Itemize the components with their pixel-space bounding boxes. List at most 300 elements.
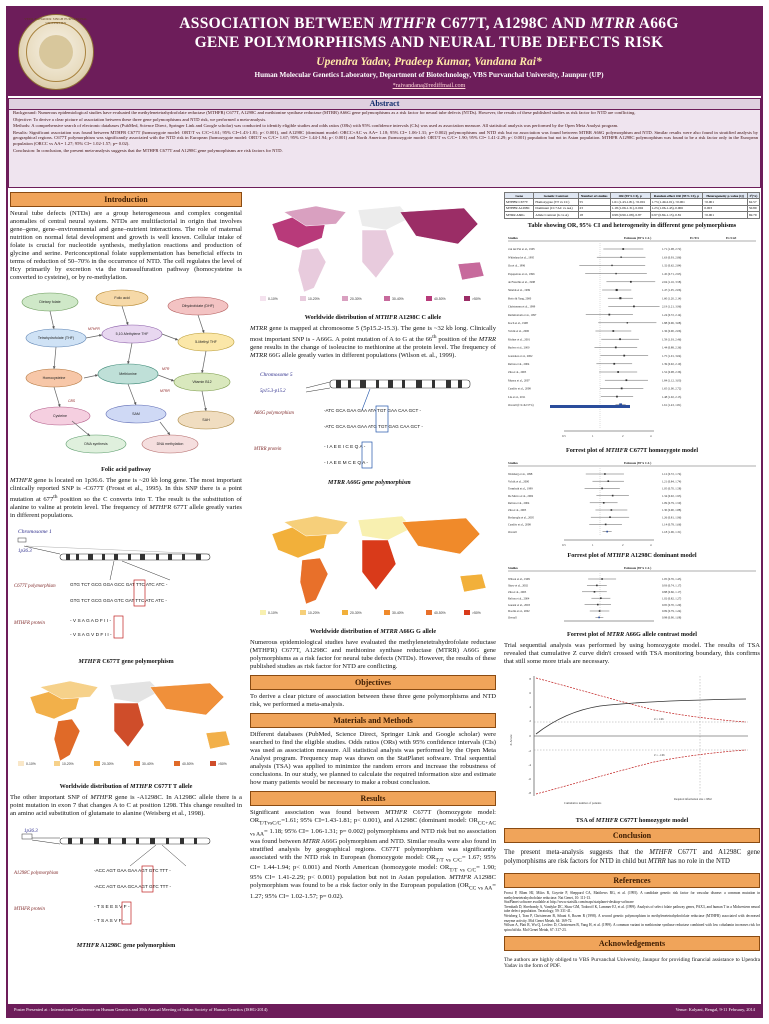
folic-pathway-svg xyxy=(10,286,242,458)
forest-estimate-value: 0.98 (0.90, 1.08) xyxy=(662,615,682,620)
forest-estimate-value: 1.14 (0.78, 1.66) xyxy=(662,522,682,527)
forest-estimate-value: 1.71 (1.08, 2.72) xyxy=(662,246,682,251)
forest-point-estimate xyxy=(633,305,635,307)
svg-text:Estimate (95% C.I.): Estimate (95% C.I.) xyxy=(624,565,652,570)
forest-estimate-value: 1.32 (0.62, 2.84) xyxy=(662,263,682,268)
svg-text:0-10%: 0-10% xyxy=(26,762,36,767)
th-i2: I²(%) xyxy=(747,193,759,199)
forest-estimate-value: 1.21 (0.84, 1.74) xyxy=(662,479,682,484)
forest-estimate-value: 1.65 (1.00, 2.72) xyxy=(662,386,682,391)
forest-study-label: Zhu et al., 2005 xyxy=(508,369,527,374)
folic-pathway-caption: Folic acid pathway xyxy=(101,466,151,473)
cell-or: 1.18 (1.06-1.31), 0.002 xyxy=(610,205,650,211)
forest-estimate-value: 1.63 (0.93, 2.86) xyxy=(662,255,682,260)
svg-text:>50%: >50% xyxy=(472,297,481,301)
introduction-paragraph-3: The other important SNP of MTHFR gene is -A1298C. In A1298C allele there is a point mutation in exon 7 that changes A to C at position 1298. This change resulted in an amino acid substitution of glutamate to alanine (Weisberg et al., 1998). xyxy=(10,794,242,818)
svg-text:Z = -1.96: Z = -1.96 xyxy=(654,753,665,757)
cell-contrast: Dominant (CC+AC vs AA) xyxy=(534,205,578,211)
forest-estimate-value: 1.84 (1.12, 3.03) xyxy=(662,378,682,383)
c677t-svg xyxy=(10,524,242,654)
cell-gene: MTHFR A1298C xyxy=(505,205,534,211)
svg-text:Folic acid: Folic acid xyxy=(114,296,130,300)
cell-random: 1.73 (1.49-2.01), <0.001 xyxy=(650,199,703,205)
svg-text:20-30%: 20-30% xyxy=(350,297,362,301)
forest-point-estimate xyxy=(598,616,600,618)
forest-estimate-value: 1.12 (0.72, 1.74) xyxy=(662,471,682,476)
forest-estimate-value: 1.34 (0.92, 1.95) xyxy=(662,493,682,498)
forest-study-label: Botto & Yang, 2000 xyxy=(508,296,532,301)
cell-or: 1.61 (1.43-1.81), <0.001 xyxy=(610,199,650,205)
objectives-text: To derive a clear picture of association between these three gene polymorphisms and NTD risk, we performed a meta-analysis. xyxy=(250,693,496,709)
svg-text:-6: -6 xyxy=(528,776,531,781)
map1-caption: Worldwide distribution of MTHFR C677T T allele xyxy=(59,783,193,791)
cell-studies: 23 xyxy=(578,205,610,211)
forest-study-label: Weisberg et al., 1998 xyxy=(508,471,533,476)
cell-studies: 18 xyxy=(578,212,610,218)
abstract-conclusion: Conclusion: In conclusion, the present meta-analysis suggests that the MTHFR C677T and A1298C gene polymorphisms are risk factors for NTD. xyxy=(13,147,283,153)
forest-estimate-value: 1.09 (0.79, 1.50) xyxy=(662,500,682,505)
forest-estimate-value: 1.30 (0.90, 1.88) xyxy=(662,507,682,512)
tsa-svg xyxy=(504,670,760,810)
forest-point-estimate xyxy=(616,395,618,397)
forest-study-label: Candito et al., 2008 xyxy=(508,386,531,391)
reference-item: Frosst P, Blom HJ, Milos R, Goyette P, Sheppard CA, Matthews RG, et al. (1995). A candidate genetic risk factor for vascular disease: a common mutation in methylenetetrahydrofolate reductase. Nat Genet, 10: 111-13. xyxy=(504,891,760,900)
map3-caption: Worldwide distribution of MTRR A66G G allele xyxy=(309,628,437,636)
svg-text:GTG TCT GCG GGA GCC GAT TTC AT: GTG TCT GCG GGA GCC GAT TTC ATC ATC - xyxy=(70,582,168,588)
forest-estimate-value: 0.99 (0.79, 1.24) xyxy=(662,608,682,613)
forest-point-estimate xyxy=(606,530,608,532)
svg-text:0-10%: 0-10% xyxy=(268,297,278,301)
forest-point-estimate xyxy=(594,591,596,593)
forest-study-label: Ou et al., 1996 xyxy=(508,263,526,268)
svg-text:SAM: SAM xyxy=(132,412,140,416)
forest-point-estimate xyxy=(603,502,605,504)
forest3-svg xyxy=(504,563,760,627)
svg-text:4: 4 xyxy=(650,542,652,547)
forest1-caption: Forrest plot of MTHFR C677T homozygote model xyxy=(565,446,699,454)
forest-study-label: Munoz et al., 2007 xyxy=(508,378,530,383)
title-line-1: ASSOCIATION BETWEEN MTHFR C677T, A1298C AND MTRR A66G xyxy=(179,15,679,32)
conclusion-heading: Conclusion xyxy=(504,828,760,843)
map2-caption: Worldwide distribution of MTHFR A1298C C allele xyxy=(304,314,442,321)
svg-text:10-20%: 10-20% xyxy=(62,762,74,767)
results-table xyxy=(504,192,760,219)
forest-study-label: Whitehead et al., 1995 xyxy=(508,255,535,260)
contact-email[interactable]: *raivandana@rediffmail.com xyxy=(392,82,466,89)
svg-text:10-20%: 10-20% xyxy=(308,611,320,616)
svg-text:Tetrahydrofolate (THF): Tetrahydrofolate (THF) xyxy=(37,336,75,340)
svg-text:DNA synthesis: DNA synthesis xyxy=(84,442,108,446)
results-table-caption: Table showing OR, 95% CI and heterogeneity in different gene polymorphisms xyxy=(527,221,737,229)
tsa-text: Trial sequential analysis was performed by using homozygote model. The results of TSA revealed that cumulative Z curve didn't crossed with TSA monitoring boundary, this confirms that still some more trials are necessary. xyxy=(504,641,760,665)
forest-point-estimate xyxy=(620,256,621,257)
forest-study-label: Wilson et al., 1999 xyxy=(508,576,530,581)
acknowledgements-heading: Acknowledgements xyxy=(504,936,760,951)
svg-text:MTR: MTR xyxy=(162,367,170,371)
svg-text:Cumulative number of patients: Cumulative number of patients xyxy=(564,800,602,805)
svg-text:Estimate (95% C.I.): Estimate (95% C.I.) xyxy=(624,235,652,240)
forest-point-estimate xyxy=(609,516,611,518)
svg-text:MTRR protein: MTRR protein xyxy=(254,447,282,453)
svg-text:MTRR A66G gene polymorphism: MTRR A66G gene polymorphism xyxy=(328,480,411,487)
reference-item: Weisberg I, Tran P, Christensen B, Sibani S, Rozen R (1998). A second genetic polymorphism in methylenetetrahydrofolate reductase (MTHFR) associated with decreased enzyme activity. Mol Genet Metab, 64: 169-72. xyxy=(504,914,760,923)
forest-point-estimate xyxy=(600,597,602,599)
forest-point-estimate xyxy=(623,354,625,356)
forest-estimate-value: 1.61 (1.43, 1.81) xyxy=(662,402,682,407)
svg-text:Estimate (95% C.I.): Estimate (95% C.I.) xyxy=(624,460,652,465)
a66g-gene-figure xyxy=(250,364,496,500)
svg-text:MTRR: MTRR xyxy=(160,389,170,393)
cell-het: 0.003 xyxy=(703,205,748,211)
svg-text:Z-Score: Z-Score xyxy=(509,734,513,746)
cell-i2: 69.79 xyxy=(747,212,759,218)
tsa-caption: TSA of MTHFR C677T homozygote model xyxy=(575,816,689,824)
page-title xyxy=(104,14,754,52)
forest-estimate-value: 1.45 (0.71, 2.95) xyxy=(662,271,682,276)
th-gene: Gene xyxy=(505,193,534,199)
c677t-figure-caption: MTHFR C677T gene polymorphism xyxy=(78,658,174,666)
forest-point-estimate xyxy=(597,603,599,605)
svg-text:20-30%: 20-30% xyxy=(102,762,114,767)
svg-text:Dietary folate: Dietary folate xyxy=(39,300,61,304)
forest-point-estimate xyxy=(612,330,614,332)
svg-text:40-50%: 40-50% xyxy=(434,611,446,616)
cell-het: <0.001 xyxy=(703,212,748,218)
acknowledgements-text: The authors are highly obliged to VBS Purvanchal University, Jaunpur for providing financial assistance to Upendra Yadav in the form of PDF. xyxy=(504,956,760,970)
svg-text:A1298C polymorphism: A1298C polymorphism xyxy=(14,871,59,877)
map-c677t-t-allele xyxy=(10,669,242,781)
cell-gene: MTRR A66G xyxy=(505,212,534,218)
svg-text:C677T polymorphism: C677T polymorphism xyxy=(14,584,56,590)
forest-study-label: Richter et al., 2001 xyxy=(508,337,531,342)
svg-text:2: 2 xyxy=(529,718,531,723)
forest-plot-a1298c xyxy=(504,458,760,550)
svg-text:1p36.3: 1p36.3 xyxy=(18,549,32,555)
svg-text:-8: -8 xyxy=(528,790,531,795)
svg-text:1: 1 xyxy=(592,433,594,438)
forest-estimate-value: 1.88 (0.96, 3.68) xyxy=(662,320,682,325)
cell-gene: MTHFR C677T xyxy=(505,199,534,205)
references-heading: References xyxy=(504,873,760,888)
svg-text:2: 2 xyxy=(622,542,624,547)
forest-point-estimate xyxy=(613,363,615,365)
forest-point-estimate xyxy=(626,379,628,381)
map-a66g-g-allele xyxy=(250,500,496,626)
forest-point-estimate xyxy=(608,313,610,315)
svg-text:- I A E E M C E: - I A E E M C E Q A - xyxy=(324,461,368,467)
svg-text:Ev/Ctrl: Ev/Ctrl xyxy=(726,235,737,240)
forest-point-estimate xyxy=(599,610,601,612)
forest-plot-c677t xyxy=(504,233,760,445)
tsa-chart xyxy=(504,670,760,815)
svg-text:6: 6 xyxy=(529,690,531,695)
forest-estimate-value: 2.04 (1.16, 3.58) xyxy=(662,279,682,284)
objectives-heading: Objectives xyxy=(250,675,496,690)
forest-estimate-value: 1.75 (1.01, 3.04) xyxy=(662,353,682,358)
forest-estimate-value: 1.36 (0.90, 2.06) xyxy=(662,328,682,333)
a66g-svg xyxy=(250,364,496,498)
world-map-3-svg xyxy=(250,500,496,624)
cell-contrast: Allele Contrast (G vs A) xyxy=(534,212,578,218)
abstract-methods: Methods: A comprehensive search of electronic databases (PubMed, Science Direct, Springer Link and Google scholar) was conducted to identify eligible studies and odds ratios (ORs) with 95% confidence intervals (CIs) was used as association measure. All statistical analysis was performed by the Open Meta Analyst program. xyxy=(13,123,619,129)
svg-text:0-10%: 0-10% xyxy=(268,611,278,616)
th-or: OR (95% CI), p xyxy=(610,193,650,199)
forest3-caption: Forrest plot of MTRR A66G allele contrast model xyxy=(567,630,697,638)
map-a1298c-c-allele xyxy=(250,192,496,312)
forest-study-label: Doolin et al., 2002 xyxy=(508,608,530,613)
abstract-body xyxy=(13,110,758,154)
cell-random: 1.23 (1.06-1.43), 0.006 xyxy=(650,205,703,211)
introduction-heading: Introduction xyxy=(10,192,242,207)
forest-estimate-value: 0.88 (0.66, 1.17) xyxy=(662,589,682,594)
poster-footer xyxy=(8,1004,761,1016)
forest-point-estimate xyxy=(596,584,598,586)
author-list: Upendra Yadav, Pradeep Kumar, Vandana Rai* xyxy=(316,56,542,68)
forest-study-label: Gueant et al., 2003 xyxy=(508,602,530,607)
svg-text:-4: -4 xyxy=(528,762,531,767)
svg-text:10-20%: 10-20% xyxy=(308,297,320,301)
forest-study-label: Gonzalez et al., 2002 xyxy=(508,353,533,358)
forest-study-label: Liu et al., 2011 xyxy=(508,394,526,399)
forest-point-estimate xyxy=(601,487,603,489)
reference-item: Wilson A, Platt R, Wu Q, Leclerc D, Christensen B, Yang H, et al. (1999). A common variant in methionine synthase reductase combined with low cobalamin increases risk for spina bifida. Mol Genet Metab, 67: 317-23. xyxy=(504,923,760,932)
svg-text:4: 4 xyxy=(529,704,531,709)
forest-study-label: De Marco et al., 2002 xyxy=(508,493,534,498)
svg-text:0: 0 xyxy=(529,733,531,738)
forest-estimate-value: 1.18 (1.06, 1.31) xyxy=(662,529,682,534)
forest-point-estimate xyxy=(615,346,617,348)
svg-text:0.5: 0.5 xyxy=(562,433,566,438)
svg-text:SAH: SAH xyxy=(202,418,210,422)
forest-study-label: Candito et al., 2008 xyxy=(508,522,531,527)
forest-study-label: Relton et al., 2004 xyxy=(508,596,530,601)
forest-estimate-value: 1.52 (0.98, 2.36) xyxy=(662,369,682,374)
world-map-1-svg xyxy=(10,669,242,777)
column-right xyxy=(504,192,760,975)
svg-text:Cysteine: Cysteine xyxy=(53,414,67,418)
forest-point-estimate xyxy=(615,273,616,274)
forest-point-estimate xyxy=(611,264,612,265)
forest-estimate-value: 1.05 (0.70, 1.58) xyxy=(662,486,682,491)
results-text: Significant association was found between MTHFR C677T (homozygote model: $OR_{T/TvsC/C}=1.61$; 95% CI=1.43-1.81; p< 0.001), and A1298C (dominant model: $OR_{CC+AC vs AA}= 1.18$; 95% CI= 1.06-1.31; p= 0.002) polymorphisms and NTD risk but no association was found between MTRR A66G polymorphism and NTD. Similar results were also found in stratified analysis by geographical regions. C677T polymorphism was significantly associated with the NTD risk in European (homozygote model: $OR_{T/T vs C/C}= 1.67$; 95% CI= 1.44-1.94; p< 0.001) and North American (homozygote model: $OR_{T/T vs C/C}= 1.90$; 95% CI= 1.41-2.29; p< 0.001) population but not in Asian population. MTHFR A1298C polymorphism was found to be a risk factor only in the European population ($OR_{CC vs AA}= 1.27$; 95% CI= 1.02-1.57; p= 0.02). xyxy=(250,809,497,900)
abstract-section xyxy=(8,98,761,188)
abstract-results: Results: Significant association was found between MTHFR C677T (homozygote model: ORT/T vs C/C=1.61; 95% CI=1.43-1.81; p< 0.001), and A1298C (dominant model: ORCC+AC vs AA= 1.18; 95% CI= 1.06-1.31; p= 0.002) polymorphisms and NTD risk but no association was found between MTRR A66G polymorphism and NTD. Similar results were also found in stratified analysis by geographical regions. C677T polymorphism was significantly associated with the NTD risk in European (homozygote model: ORT/T vs C/C= 1.67; 95% CI= 1.44-1.94; p< 0.001) and North American (homozygote model: ORT/T vs C/C= 1.90; 95% CI= 1.41-2.29; p< 0.001) population but not in Asian population. MTHFR A1298C polymorphism was found to be a risk factor only in the European population (ORCC vs AA= 1.27; 95% CI= 1.02-1.57; p= 0.02). xyxy=(13,129,758,146)
reference-item: Trembath D, Sherbondy A, Vandyke DC, Shaw GM, Todoroff K, Lammer EJ, et al. (1999). Analysis of select folate pathway genes, PAX3, and human T in a Midwestern neural tube defect population. Teratology, 59: 331-41. xyxy=(504,904,760,914)
svg-text:Studies: Studies xyxy=(508,235,518,240)
cell-contrast: Homozygote (TT vs CC) xyxy=(534,199,578,205)
forest-study-label: Shaw et al., 2002 xyxy=(508,583,528,588)
svg-text:40-50%: 40-50% xyxy=(182,762,194,767)
svg-text:30-40%: 30-40% xyxy=(392,611,404,616)
cell-het: <0.001 xyxy=(703,199,748,205)
forest-point-estimate xyxy=(604,473,606,475)
university-logo-icon xyxy=(18,14,94,90)
forest-study-label: Volcik et al., 2000 xyxy=(508,328,530,333)
svg-text:5,10-Methylene THF: 5,10-Methylene THF xyxy=(115,332,149,336)
th-studies: Number of studies xyxy=(578,193,610,199)
forest-point-estimate xyxy=(612,494,614,496)
reference-item: StatPlanet software available at http://www.statsilk.com/maps/statplanet-desktop-software xyxy=(504,900,634,905)
svg-text:-ACC AGT GAA GCA AGT GTC TTT -: -ACC AGT GAA GCA AGT GTC TTT - xyxy=(94,884,172,890)
forest-study-label: Trembath et al., 1999 xyxy=(508,486,533,491)
svg-text:Vitamin B12: Vitamin B12 xyxy=(192,380,212,384)
forest-point-estimate xyxy=(607,480,609,482)
c677t-gene-figure xyxy=(10,524,242,656)
cell-random: 0.97 (0.84-1.13), 0.81 xyxy=(650,212,703,218)
svg-text:Chromosome 5: Chromosome 5 xyxy=(260,372,293,379)
svg-text:- T S A S V F -: - T S A S V F - xyxy=(94,919,125,925)
svg-text:- I A E E I C E: - I A E E I C E Q A - xyxy=(324,445,366,451)
svg-text:Z = 1.96: Z = 1.96 xyxy=(654,717,664,721)
svg-text:>50%: >50% xyxy=(472,611,481,616)
forest-study-label: Zhu et al., 2003 xyxy=(508,589,527,594)
svg-text:1: 1 xyxy=(592,542,594,547)
references-list xyxy=(504,891,760,932)
forest-study-label: Relton et al., 2004 xyxy=(508,500,530,505)
forest-study-label: Papapetrou et al., 1996 xyxy=(508,271,535,276)
forest-estimate-value: 1.24 (0.72, 2.14) xyxy=(662,312,682,317)
forest-study-label: Volcik et al., 2000 xyxy=(508,479,530,484)
forest-study-label: Koch et al., 1998 xyxy=(508,320,528,325)
results-heading: Results xyxy=(250,791,496,806)
svg-text:-2: -2 xyxy=(528,748,531,753)
poster-header xyxy=(8,8,761,96)
forest-point-estimate xyxy=(617,371,619,373)
footer-left: Poster Presented at : International Conference on Human Genetics and 39th Annual Meeting of Indian Society of Human Genetics (ISHG-2014) xyxy=(14,1007,268,1012)
svg-text:8: 8 xyxy=(529,676,531,681)
mtrr-paragraph: MTRR gene is mapped at chromosome 5 (5p15.2-15.3). The gene is ~32 kb long. Clinically most important SNP is - A66G. A point mutation of A to G at the 66th position of the MTRR gene results in the change of isoleucine to methionine at the protein level. The frequency of MTRR 66G allele greatly varies in different populations (Wilson et. al., 1999). xyxy=(250,325,496,360)
forest-point-estimate xyxy=(611,509,613,511)
svg-text:- V S A G A D F: - V S A G A D F I I - xyxy=(70,619,112,625)
forest-study-label: Overall xyxy=(508,529,517,534)
svg-text:Studies: Studies xyxy=(508,460,518,465)
svg-text:MTHFR protein: MTHFR protein xyxy=(14,907,45,913)
svg-text:0.5: 0.5 xyxy=(562,542,566,547)
column-middle xyxy=(250,192,496,905)
forest-point-estimate xyxy=(616,289,618,291)
svg-text:30-40%: 30-40% xyxy=(142,762,154,767)
svg-text:- T S E E S V F -: - T S E E S V F - xyxy=(94,905,130,911)
forest-point-estimate xyxy=(621,387,623,389)
forest-estimate-value: 1.39 (0.92, 2.10) xyxy=(662,361,682,366)
table-row xyxy=(505,212,760,218)
svg-text:Required information size = 98: Required information size = 9842 xyxy=(674,797,712,801)
forest-point-estimate xyxy=(619,338,621,340)
introduction-paragraph-2: MTHFR gene is located on 1p36.6. The gene is ~20 kb long gene. The most important clinically reported SNP is -C677T (Frosst et al., 1995). In this SNP there is a point mutation at 677th position so the C converts into T. The result is the substitution of alanine to valine at protein level. The frequency of MTHFR 677T allele greatly varies in different populations. xyxy=(10,477,242,520)
forest-study-label: van der Put et al., 1995 xyxy=(508,246,535,251)
affiliation: Human Molecular Genetics Laboratory, Department of Biotechnology, VBS Purvanchal University, Jaunpur (UP) xyxy=(254,71,604,79)
forest-study-label: Overall xyxy=(508,615,517,620)
abstract-objective: Objective: To derive a clear picture of association between these three gene polymorphisms and NTD risk, we performed a meta-analysis. xyxy=(13,116,267,122)
forest-point-estimate xyxy=(619,297,621,299)
a1298c-svg xyxy=(10,822,242,938)
world-map-2-svg xyxy=(250,192,496,310)
svg-text:MTHFR: MTHFR xyxy=(88,327,100,331)
forest-point-estimate xyxy=(630,281,632,283)
forest-estimate-value: 2.19 (1.21, 3.96) xyxy=(662,304,682,309)
forest-point-estimate xyxy=(601,578,603,580)
title-line-2: GENE POLYMORPHISMS AND NEURAL TUBE DEFECTS RISK xyxy=(194,34,664,51)
forest-point-estimate xyxy=(622,248,624,250)
forest-estimate-value: 1.60 (1.20, 2.14) xyxy=(662,296,682,301)
forest-estimate-value: 0.95 (0.70, 1.29) xyxy=(662,602,682,607)
svg-text:4: 4 xyxy=(650,433,652,438)
svg-text:40-50%: 40-50% xyxy=(434,297,446,301)
cell-or: 0.98 (0.90-1.08), 0.87 xyxy=(610,212,650,218)
footer-right: Venue: Kalyani, Bengal, 9-11 February, 2014 xyxy=(675,1007,755,1012)
svg-text:Dihydrofolate (DHF): Dihydrofolate (DHF) xyxy=(182,304,214,308)
svg-text:Methionine: Methionine xyxy=(119,372,137,376)
materials-methods-text: Different databases (PubMed, Science Direct, Springer Link and Google scholar) were searched to find the eligible studies. Odds ratios (ORs) with 95% confidence intervals (CIs) was used as association measure. All statistical analysis was performed by the Open Meta Analyst program. Frequency map was drawn on the StatPlanet software. Trial sequential analysis (TSA) was applied to minimize the random errors and increase the robustness of conclusions. In our study, we planned to calculate the required information size and estimate how many patients would be necessary to make a robust conclusion. xyxy=(250,731,496,787)
forest-point-estimate xyxy=(627,322,628,323)
svg-text:1p36.3: 1p36.3 xyxy=(24,829,38,835)
cell-i2: 62.57 xyxy=(747,199,759,205)
forest-estimate-value: 0.93 (0.74, 1.17) xyxy=(662,583,682,588)
forest2-caption: Forrest plot of MTHFR A1298C dominant model xyxy=(567,551,697,559)
th-contrast: Genetic Contrast xyxy=(534,193,578,199)
materials-methods-heading: Materials and Methods xyxy=(250,713,496,728)
folic-acid-pathway-figure xyxy=(10,286,242,464)
forest-estimate-value: 1.26 (0.81, 1.96) xyxy=(662,515,682,520)
abstract-background: Background: Numerous epidemiological studies have evaluated the methylenetetrahydrofolate reductase (MTHFR) C677T, A1298C and methionine synthase reductase (MTRR) A66G gene polymorphisms as a risk factor for neural tube defects (NTDs). However, the results of these published studies as risk factor for NTD are conflicting. xyxy=(13,110,636,115)
svg-text:>50%: >50% xyxy=(218,762,227,767)
forest2-svg xyxy=(504,458,760,548)
forest-estimate-value: 1.44 (0.88, 2.36) xyxy=(662,345,682,350)
svg-text:20-30%: 20-30% xyxy=(350,611,362,616)
svg-text:-ATC GCA GAA GAA ATA TGT GAA C: -ATC GCA GAA GAA ATA TGT GAA CAA GCT - xyxy=(324,408,422,414)
introduction-paragraph-1: Neural tube defects (NTDs) are a group heterogeneous and complex congenital anomalies of central neural system. NTDs are multifactorial in origin that involves gene–gene, gene–environmental and gene–nutrient interactions. The role of maternal nutrition on normal fetal development and growth is well known. Cellular intake of folate is crucial for nucleotide synthesis, methylation reactions and production of glycine and serine. Periconceptional folate supplementation has beneficial effects in terms of reduction of 50–70% in the occurrence of NTD. The cell regulates the level of Hcy primarily by excretion via the transsulfuration pathway (homocysteine is converted to cysteine), or by re-methylation. xyxy=(10,210,242,281)
forest-point-estimate xyxy=(605,523,607,525)
forest-study-label: Barber et al., 2000 xyxy=(508,345,530,350)
forest-study-label: Shields et al., 1999 xyxy=(508,287,531,292)
svg-text:DNA methylation: DNA methylation xyxy=(156,442,184,446)
forest-estimate-value: 1.05 (0.76, 1.45) xyxy=(662,576,682,581)
forest-estimate-value: 1.02 (0.82, 1.27) xyxy=(662,596,682,601)
svg-text:A66G polymorphism: A66G polymorphism xyxy=(254,411,294,417)
th-het: Heterogeneity p-value (Q) xyxy=(703,193,748,199)
forest-study-label: Relton et al., 2004 xyxy=(508,361,530,366)
svg-text:MTHFR protein: MTHFR protein xyxy=(14,621,45,627)
forest-study-label: Boduroglu et al., 2005 xyxy=(508,515,534,520)
svg-text:GTG TCT GCG GGA GTC GAT TTC AT: GTG TCT GCG GGA GTC GAT TTC ATC ATC - xyxy=(70,598,167,604)
cell-studies: 55 xyxy=(578,199,610,205)
cell-i2: 50.89 xyxy=(747,205,759,211)
svg-text:5p15.3-p15.2: 5p15.3-p15.2 xyxy=(260,389,286,395)
forest-plot-a66g xyxy=(504,563,760,629)
svg-text:CBS: CBS xyxy=(68,399,75,403)
abstract-title: Abstract xyxy=(9,99,760,110)
forest-study-label: Ramsbottom et al., 1997 xyxy=(508,312,537,317)
svg-text:- V S A G V D F: - V S A G V D F I I - xyxy=(70,633,112,639)
forest-study-label: de Franchis et al., 1998 xyxy=(508,279,535,284)
forest-estimate-value: 1.59 (1.03, 2.46) xyxy=(662,337,682,342)
column-left xyxy=(10,192,242,953)
svg-text:-ATC GCA GAA GAA ATG TGT GAG C: -ATC GCA GAA GAA ATG TGT GAG CAA GCT - xyxy=(324,424,423,430)
forest-study-label: Christensen et al., 1999 xyxy=(508,304,536,309)
logo-text: VEER BAHADUR SINGH PURVANCHAL UNIVERSITY xyxy=(24,17,88,25)
th-random: Random effect OR (95% CI), p xyxy=(650,193,703,199)
forest-study-label: Overall (I^2=62.57%) xyxy=(508,402,534,407)
forest1-svg xyxy=(504,233,760,443)
svg-text:Homocysteine: Homocysteine xyxy=(42,376,66,380)
svg-text:Chromosome 1: Chromosome 1 xyxy=(18,529,52,536)
conclusion-text: The present meta-analysis suggests that the MTHFR C677T and A1298C gene polymorphisms are risk factors for NTD in child but MTRR has no role in the NTD xyxy=(504,849,760,865)
svg-text:30-40%: 30-40% xyxy=(392,297,404,301)
svg-text:-ACC AGT GAA GAA AGT GTC TTT -: -ACC AGT GAA GAA AGT GTC TTT - xyxy=(94,868,171,874)
svg-text:Studies: Studies xyxy=(508,565,518,570)
svg-text:Ev/Trt: Ev/Trt xyxy=(690,235,699,240)
svg-text:2: 2 xyxy=(622,433,624,438)
